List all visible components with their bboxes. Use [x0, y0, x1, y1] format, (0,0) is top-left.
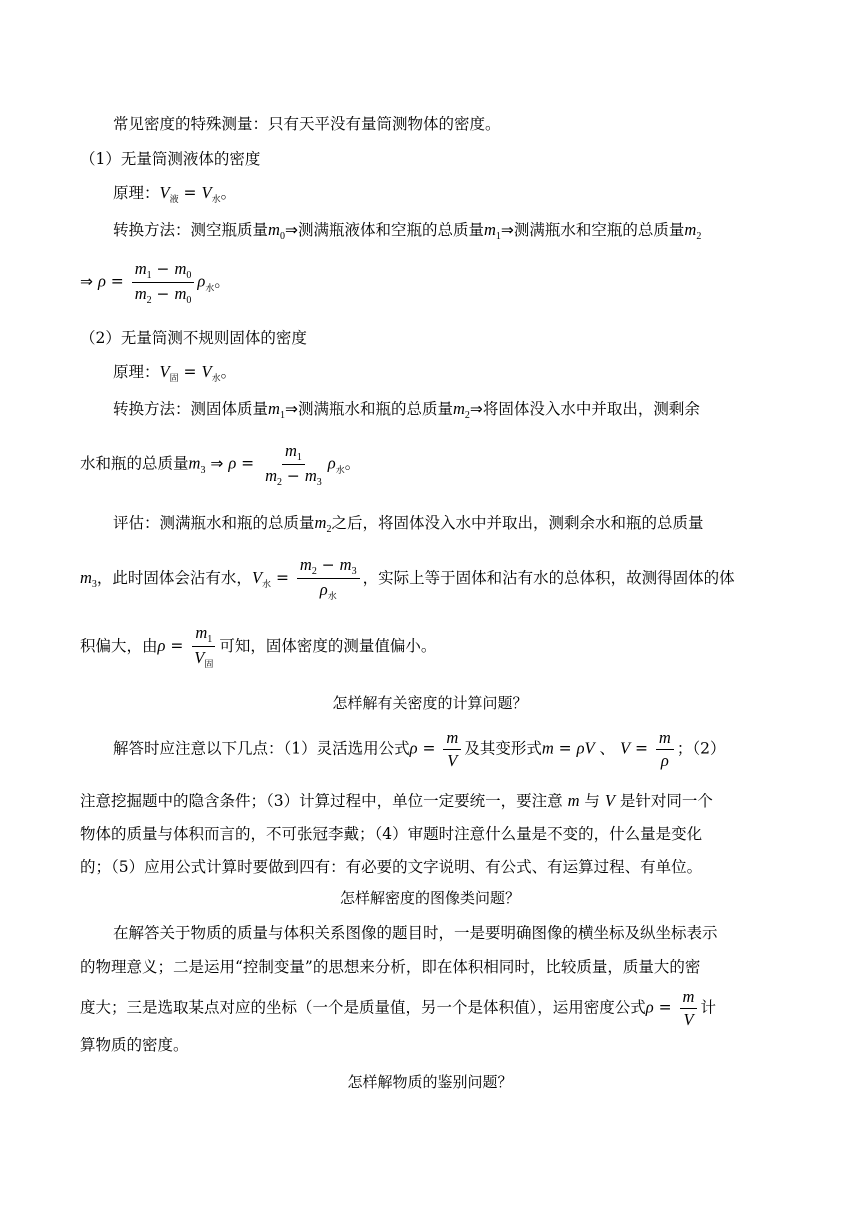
graph-line2: 的物理意义；二是运用“控制变量”的思想来分析，即在体积相同时，比较质量，质量大的密 — [80, 958, 701, 976]
method-solid: 转换方法：测固体质量$m_1\Rightarrow$测满瓶水和瓶的总质量$m_2\Rightarrow$将固体没入水中并取出，测剩余 — [113, 399, 700, 421]
section-heading-solid: （2）无量筒测不规则固体的密度 — [80, 329, 307, 347]
calc-line1: 解答时应注意以下几点：（1）灵活选用公式ρ = $\frac{m}{V}$ 及其变形式m = ρV 、 V = $\frac{m}{\rho}$ ；（2） — [113, 728, 726, 770]
evaluation-line1: 评估：测满瓶水和瓶的总质量$m_2$之后，将固体没入水中并取出，测剩余水和瓶的总质量 — [113, 513, 704, 535]
heading-graph: 怎样解密度的图像类问题？ — [339, 889, 520, 907]
evaluation-line2: $m_3$，此时固体会沾有水，$V_水$ = $\frac{m_2 - m_3}{\rho_水}$ ，实际上等于固体和沾有水的总体积，故测得固体的体 — [80, 555, 735, 602]
calc-line2: 注意挖掘题中的隐含条件；（3）计算过程中，单位一定要统一，要注意 m 与 V 是针对同一个 — [80, 791, 713, 810]
principle-liquid: 原理：$V_液 = V_水$。 — [113, 183, 237, 205]
paragraph-intro: 常见密度的特殊测量：只有天平没有量筒测物体的密度。 — [113, 115, 501, 133]
principle-solid: 原理：$V_固 = V_水$。 — [113, 362, 237, 384]
calc-line4: 的；（5）应用公式计算时要做到四有：有必要的文字说明、有公式、有运算过程、有单位。 — [80, 858, 703, 876]
formula-liquid-density: ⇒ ρ = $\frac{m_1 - m_0}{m_2 - m_0}$ $\rho_水$。 — [80, 259, 230, 306]
heading-identification: 怎样解物质的鉴别问题？ — [347, 1073, 513, 1091]
graph-line1: 在解答关于物质的质量与体积关系图像的题目时，一是要明确图像的横坐标及纵坐标表示 — [113, 924, 718, 942]
method-liquid: 转换方法：测空瓶质量$m_0\Rightarrow$测满瓶液体和空瓶的总质量$m_1\Rightarrow$测满瓶水和空瓶的总质量$m_2$ — [113, 220, 702, 242]
formula-solid-density: 水和瓶的总质量$m_3$ ⇒ ρ = $\frac{m_1}{m_2 - m_3}$ $\rho_水$。 — [80, 441, 361, 488]
heading-calculation: 怎样解有关密度的计算问题？ — [332, 694, 528, 712]
graph-line3: 度大；三是选取某点对应的坐标（一个是质量值，另一个是体积值），运用密度公式ρ = $\frac{m}{V}$ 计 — [80, 987, 716, 1029]
graph-line4: 算物质的密度。 — [80, 1036, 189, 1054]
calc-line3: 物体的质量与体积而言的，不可张冠李戴；（4）审题时注意什么量是不变的，什么量是变化 — [80, 825, 703, 843]
evaluation-line3: 积偏大，由ρ = $\frac{m_1}{V_固}$ 可知，固体密度的测量值偏小。 — [80, 623, 437, 670]
section-heading-liquid: （1）无量筒测液体的密度 — [80, 150, 261, 168]
